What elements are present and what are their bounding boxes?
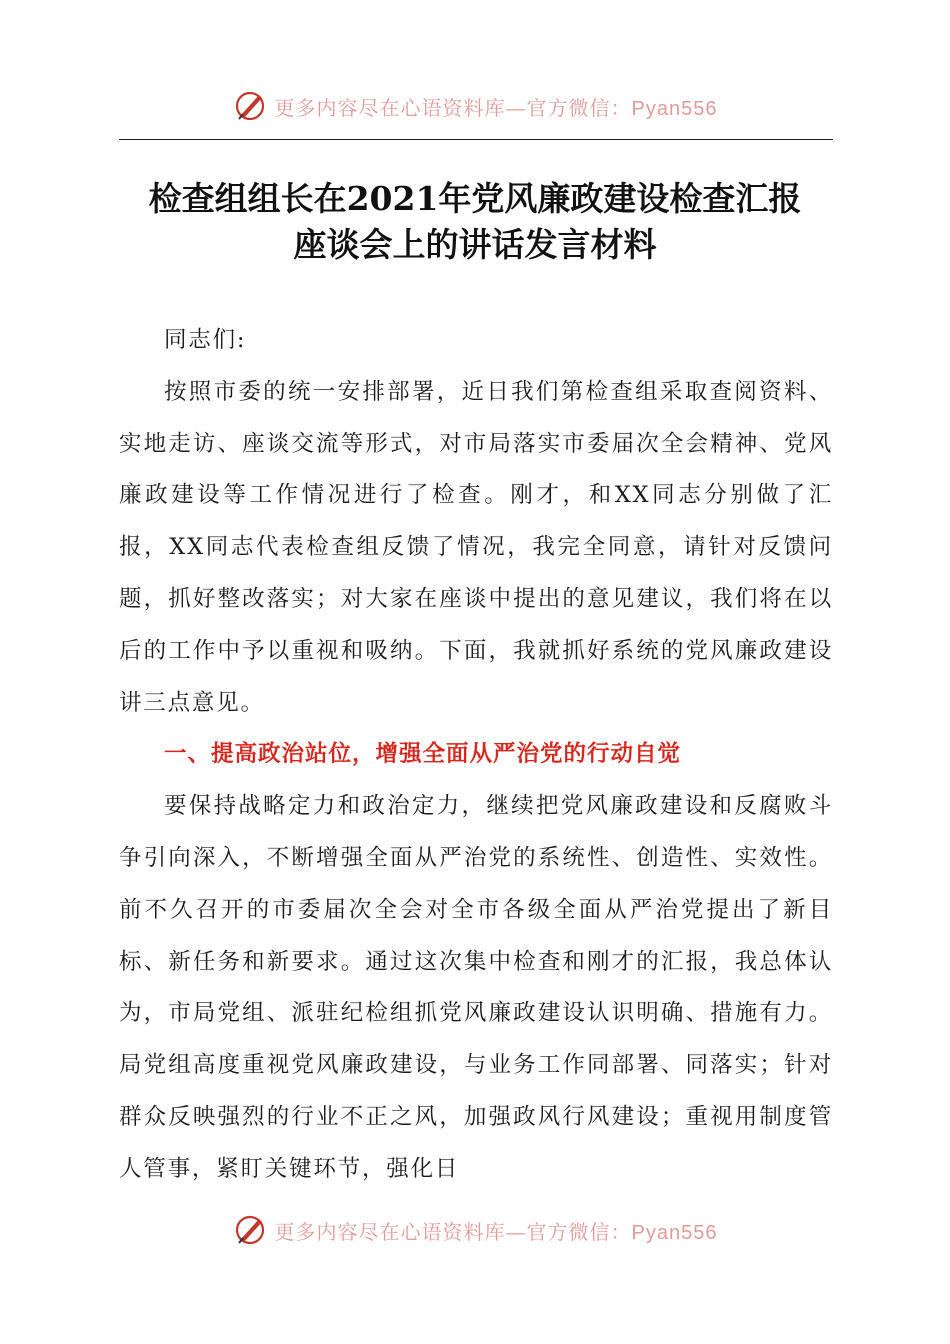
footer-watermark — [0, 1208, 950, 1252]
paragraph-section-1: 要保持战略定力和政治定力，继续把党风廉政建设和反腐败斗争引向深入，不断增强全面从严治党的系统性、创造性、实效性。前不久召开的市委届次全会对全市各级全面从严治党提出了新目标、新任务和新要求。通过这次集中检查和刚才的汇报，我总体认为，市局党组、派驻纪检组抓党风廉政建设认识明确、措施有力。局党组高度重视党风廉政建设，与业务工作同部署、同落实；针对群众反映强烈的行业不正之风，加强政风行风建设；重视用制度管人管事，紧盯关键环节，强化日 — [119, 793, 833, 1182]
quill-pen-logo-icon — [233, 1212, 269, 1248]
document-title — [100, 176, 850, 268]
watermark-text: 更多内容尽在心语资料库—官方微信：Pyan556 — [274, 1219, 718, 1244]
title-line-2: 座谈会上的讲话发言材料 — [293, 225, 657, 264]
header-watermark — [0, 84, 950, 128]
section-heading-1: 一、提高政治站位，增强全面从严治党的行动自觉 — [164, 741, 682, 768]
quill-pen-logo-icon — [233, 88, 269, 124]
paragraph-intro: 按照市委的统一安排部署，近日我们第检查组采取查阅资料、实地走访、座谈交流等形式，对市局落实市委届次全会精神、党风廉政建设等工作情况进行了检查。刚才，和XX同志分别做了汇报，XX同志代表检查组反馈了情况，我完全同意，请针对反馈问题，抓好整改落实；对大家在座谈中提出的意见建议，我们将在以后的工作中予以重视和吸纳。下面，我就抓好系统的党风廉政建设讲三点意见。 — [119, 378, 833, 716]
document-body — [119, 315, 833, 1196]
title-line-1: 检查组组长在2021年党风廉政建设检查汇报 — [148, 179, 802, 218]
header-divider — [119, 139, 833, 140]
watermark-text: 更多内容尽在心语资料库—官方微信：Pyan556 — [274, 95, 718, 120]
greeting: 同志们: — [164, 327, 247, 353]
